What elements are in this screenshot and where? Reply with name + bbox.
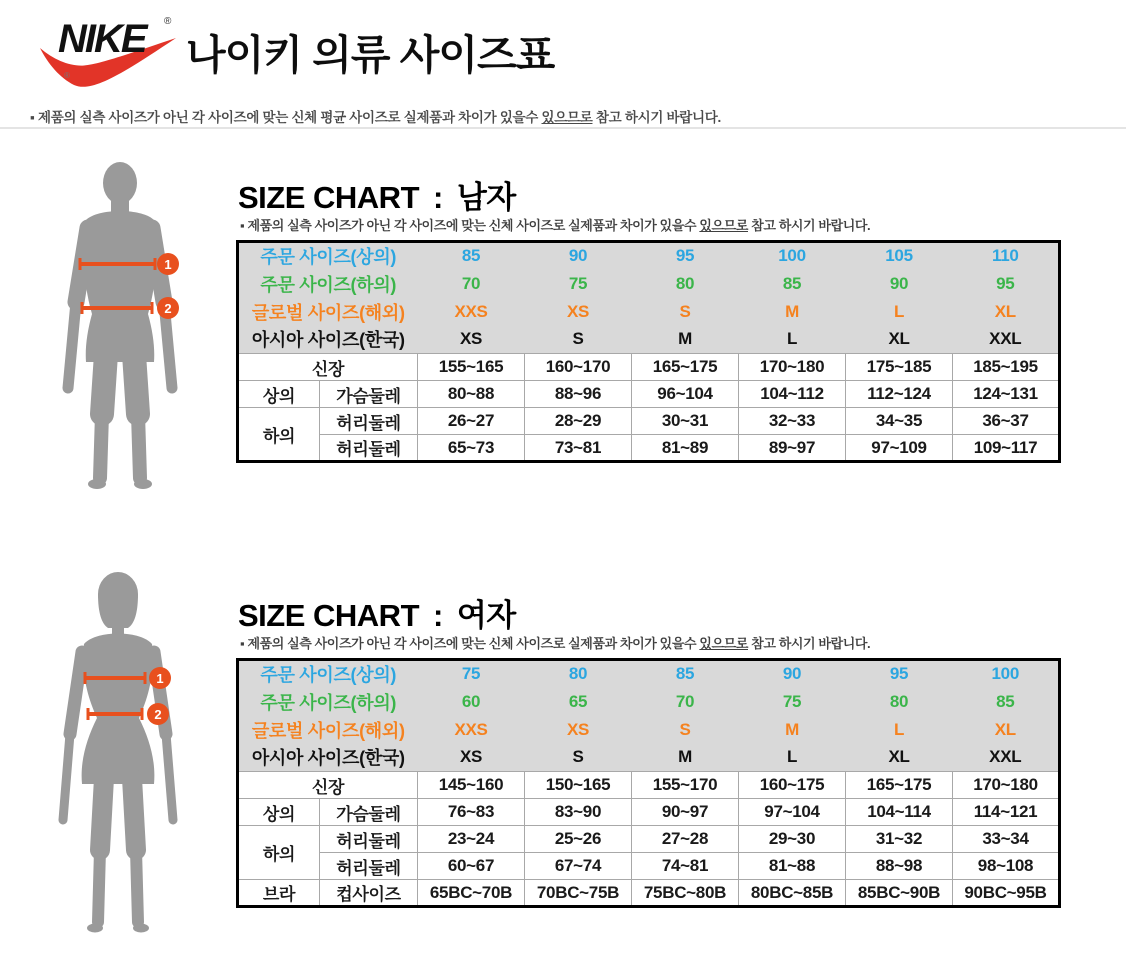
row-label: 신장 (238, 772, 418, 799)
row-label: 신장 (238, 354, 418, 381)
cell: 27~28 (632, 826, 739, 853)
men-section-heading: SIZE CHART : 남자 (238, 180, 516, 215)
cell: 36~37 (953, 408, 1060, 435)
cell: 85 (953, 688, 1060, 716)
cell: 65~73 (418, 435, 525, 462)
cell: XS (418, 744, 525, 772)
cell: 95 (632, 242, 739, 270)
cell: 23~24 (418, 826, 525, 853)
women-size-table (236, 658, 1061, 908)
cell: 31~32 (846, 826, 953, 853)
cell: 85 (632, 660, 739, 688)
table-row (238, 381, 1060, 408)
cell: 145~160 (418, 772, 525, 799)
table-row (238, 853, 1060, 880)
cell: 32~33 (739, 408, 846, 435)
row-label: 글로벌 사이즈(해외) (238, 716, 418, 744)
cell: 70 (632, 688, 739, 716)
row-label: 허리둘레 (320, 408, 418, 435)
cell: L (846, 716, 953, 744)
cell: 104~114 (846, 799, 953, 826)
cell: 155~170 (632, 772, 739, 799)
table-row (238, 326, 1060, 354)
table-row (238, 744, 1060, 772)
cell: 100 (953, 660, 1060, 688)
table-row (238, 298, 1060, 326)
female-figure (28, 572, 208, 950)
table-row (238, 408, 1060, 435)
cell: 25~26 (525, 826, 632, 853)
cell: XS (525, 716, 632, 744)
cell: 30~31 (632, 408, 739, 435)
cell: 60 (418, 688, 525, 716)
row-label: 허리둘레 (320, 435, 418, 462)
cell: XL (953, 298, 1060, 326)
cell: 89~97 (739, 435, 846, 462)
cell: 95 (953, 270, 1060, 298)
cell: 80 (525, 660, 632, 688)
row-label: 주문 사이즈(하의) (238, 270, 418, 298)
measure-badge-1-label: 1 (164, 257, 172, 272)
row-label: 주문 사이즈(상의) (238, 660, 418, 688)
cell: L (739, 326, 846, 354)
cell: XXL (953, 326, 1060, 354)
cell: 165~175 (632, 354, 739, 381)
cell: L (739, 744, 846, 772)
cell: 98~108 (953, 853, 1060, 880)
cell: M (632, 326, 739, 354)
row-group: 브라 (238, 880, 320, 907)
row-label: 주문 사이즈(하의) (238, 688, 418, 716)
row-label: 컵사이즈 (320, 880, 418, 907)
cell: 90~97 (632, 799, 739, 826)
row-label: 허리둘레 (320, 826, 418, 853)
row-group: 상의 (238, 799, 320, 826)
cell: 185~195 (953, 354, 1060, 381)
cell: 96~104 (632, 381, 739, 408)
cell: 175~185 (846, 354, 953, 381)
table-row (238, 772, 1060, 799)
registered-mark: ® (64, 71, 70, 80)
cell: 124~131 (953, 381, 1060, 408)
table-row (238, 660, 1060, 688)
cell: 81~88 (739, 853, 846, 880)
cell: 65 (525, 688, 632, 716)
cell: XL (846, 326, 953, 354)
cell: 80 (632, 270, 739, 298)
measure-badge-2-label: 2 (154, 707, 162, 722)
cell: M (739, 716, 846, 744)
cell: 26~27 (418, 408, 525, 435)
cell: XS (525, 298, 632, 326)
table-row (238, 435, 1060, 462)
cell: 81~89 (632, 435, 739, 462)
men-size-table (236, 240, 1061, 463)
cell: 75BC~80B (632, 880, 739, 907)
cell: S (525, 744, 632, 772)
cell: 70 (418, 270, 525, 298)
cell: 85BC~90B (846, 880, 953, 907)
men-section-note: ▪ 제품의 실측 사이즈가 아닌 각 사이즈에 맞는 신체 사이즈로 실제품과 차이가 있을수 있으므로 참고 하시기 바랍니다. (240, 218, 871, 233)
table-row (238, 880, 1060, 907)
cell: 75 (739, 688, 846, 716)
cell: S (632, 298, 739, 326)
divider-line (0, 127, 1126, 129)
row-label: 글로벌 사이즈(해외) (238, 298, 418, 326)
measure-badge-1-label: 1 (156, 671, 164, 686)
row-label: 아시아 사이즈(한국) (238, 744, 418, 772)
row-group: 하의 (238, 408, 320, 462)
cell: 75 (525, 270, 632, 298)
cell: 165~175 (846, 772, 953, 799)
women-section-heading: SIZE CHART : 여자 (238, 598, 516, 633)
cell: S (525, 326, 632, 354)
cell: 160~175 (739, 772, 846, 799)
cell: 29~30 (739, 826, 846, 853)
cell: 33~34 (953, 826, 1060, 853)
row-group: 하의 (238, 826, 320, 880)
cell: 90 (525, 242, 632, 270)
cell: 73~81 (525, 435, 632, 462)
cell: 80BC~85B (739, 880, 846, 907)
measure-badge-2-label: 2 (164, 301, 172, 316)
cell: 160~170 (525, 354, 632, 381)
cell: 112~124 (846, 381, 953, 408)
cell: XS (418, 326, 525, 354)
table-row (238, 354, 1060, 381)
nike-logo (30, 8, 180, 100)
cell: 60~67 (418, 853, 525, 880)
row-label: 허리둘레 (320, 853, 418, 880)
women-section-note: ▪ 제품의 실측 사이즈가 아닌 각 사이즈에 맞는 신체 사이즈로 실제품과 차이가 있을수 있으므로 참고 하시기 바랍니다. (240, 636, 871, 651)
registered-mark: ® (164, 16, 172, 27)
bullet: ▪ (30, 110, 35, 125)
cell: 97~104 (739, 799, 846, 826)
brand-wordmark: NIKE (58, 17, 146, 61)
cell: 150~165 (525, 772, 632, 799)
top-disclaimer: ▪ 제품의 실측 사이즈가 아닌 각 사이즈에 맞는 신체 평균 사이즈로 실제품과 차이가 있을수 있으므로 참고 하시기 바랍니다. (30, 110, 721, 125)
cell: XL (953, 716, 1060, 744)
cell: XXL (953, 744, 1060, 772)
table-row (238, 716, 1060, 744)
cell: 88~96 (525, 381, 632, 408)
table-row (238, 799, 1060, 826)
cell: 80 (846, 688, 953, 716)
cell: 65BC~70B (418, 880, 525, 907)
table-row (238, 826, 1060, 853)
cell: 109~117 (953, 435, 1060, 462)
cell: 76~83 (418, 799, 525, 826)
cell: 90 (846, 270, 953, 298)
row-group: 상의 (238, 381, 320, 408)
cell: L (846, 298, 953, 326)
cell: XXS (418, 298, 525, 326)
table-row (238, 270, 1060, 298)
cell: 83~90 (525, 799, 632, 826)
cell: 88~98 (846, 853, 953, 880)
cell: 97~109 (846, 435, 953, 462)
cell: 85 (739, 270, 846, 298)
cell: 80~88 (418, 381, 525, 408)
cell: S (632, 716, 739, 744)
cell: 70BC~75B (525, 880, 632, 907)
cell: XL (846, 744, 953, 772)
cell: XXS (418, 716, 525, 744)
table-row (238, 242, 1060, 270)
cell: 170~180 (953, 772, 1060, 799)
cell: 100 (739, 242, 846, 270)
cell: 74~81 (632, 853, 739, 880)
cell: 170~180 (739, 354, 846, 381)
page-title: 나이키 의류 사이즈표 (186, 32, 555, 78)
cell: 104~112 (739, 381, 846, 408)
row-label: 가슴둘레 (320, 799, 418, 826)
cell: 114~121 (953, 799, 1060, 826)
row-label: 아시아 사이즈(한국) (238, 326, 418, 354)
cell: 75 (418, 660, 525, 688)
cell: 155~165 (418, 354, 525, 381)
cell: 90BC~95B (953, 880, 1060, 907)
cell: 110 (953, 242, 1060, 270)
cell: 105 (846, 242, 953, 270)
male-figure (38, 162, 203, 492)
cell: 95 (846, 660, 953, 688)
cell: 90 (739, 660, 846, 688)
cell: 28~29 (525, 408, 632, 435)
row-label: 가슴둘레 (320, 381, 418, 408)
cell: 34~35 (846, 408, 953, 435)
cell: M (739, 298, 846, 326)
cell: 67~74 (525, 853, 632, 880)
cell: 85 (418, 242, 525, 270)
row-label: 주문 사이즈(상의) (238, 242, 418, 270)
table-row (238, 688, 1060, 716)
cell: M (632, 744, 739, 772)
